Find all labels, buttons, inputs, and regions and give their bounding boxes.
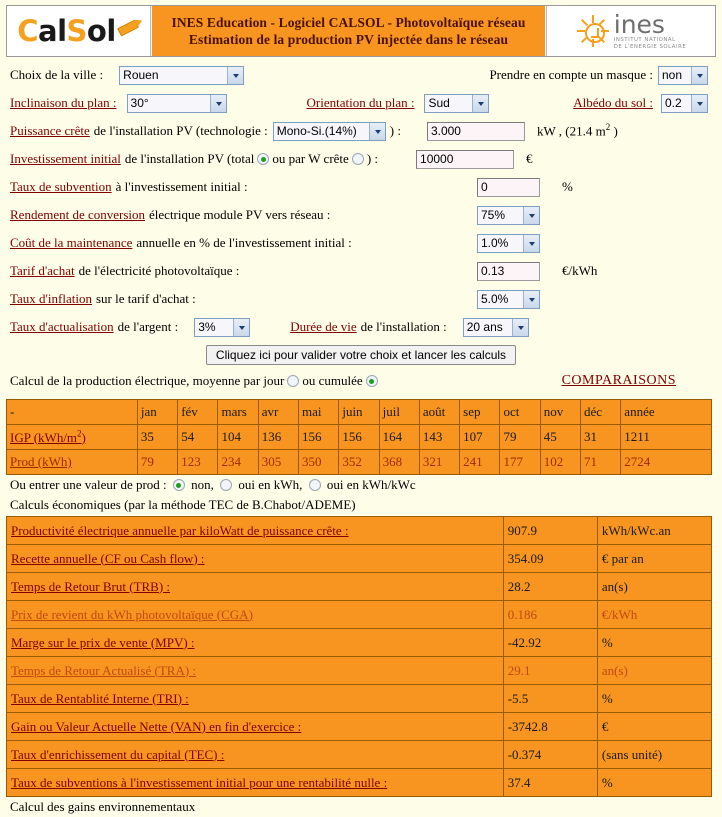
mask-label: Prendre en compte un masque :: [489, 67, 653, 82]
economics-link-0[interactable]: Productivité électrique annuelle par kiloWatt de puissance crête :: [11, 522, 349, 538]
logo-letters-ol: ol: [86, 13, 116, 48]
investment-text-b: ou par W crête: [272, 151, 349, 166]
albedo-link[interactable]: Albédo du sol :: [573, 95, 653, 110]
economics-value-9: 37.4: [503, 769, 597, 797]
ines-subtitle-1: INSTITUT NATIONAL: [613, 37, 676, 44]
economics-row: [7, 629, 712, 657]
row-subvention: [4, 173, 718, 201]
prod-value-11: 71: [581, 450, 621, 475]
economics-unit-1: € par an: [597, 545, 711, 573]
igp-value-10: 45: [540, 425, 580, 450]
subvention-text: à l'investissement initial :: [115, 179, 248, 194]
enter-prod-opt3: oui en kWh/kWc: [326, 477, 416, 492]
row-yield: [4, 201, 718, 229]
economics-link-2[interactable]: Temps de Retour Brut (TRB) :: [11, 578, 171, 594]
economics-link-6[interactable]: Taux de Rentablité Interne (TRI) :: [11, 690, 189, 706]
row-inflation: [4, 285, 718, 313]
technology-select[interactable]: [273, 122, 386, 141]
calsol-logo: [7, 6, 151, 56]
page-header: [6, 5, 716, 57]
inflation-link[interactable]: Taux d'inflation: [10, 291, 92, 306]
economics-value-6: -5.5: [503, 685, 597, 713]
igp-value-4: 156: [299, 425, 339, 450]
economics-row: [7, 769, 712, 797]
yield-select[interactable]: [477, 206, 540, 225]
albedo-select[interactable]: [661, 94, 708, 113]
prod-link[interactable]: Prod (kWh): [10, 454, 72, 469]
row-investment: [4, 145, 718, 173]
tilt-select-wrap[interactable]: [127, 94, 227, 113]
prod-value-8: 241: [460, 450, 500, 475]
igp-value-12: 1211: [621, 425, 712, 450]
enter-prod-kwh-radio[interactable]: [220, 479, 232, 491]
subvention-link[interactable]: Taux de subvention: [10, 179, 112, 194]
investment-text: de l'installation PV (total: [124, 151, 255, 166]
city-select[interactable]: [119, 66, 244, 85]
lifetime-select-wrap[interactable]: [463, 318, 529, 337]
table-header-row: [7, 400, 712, 425]
economics-link-3[interactable]: Prix de revient du kWh photovoltaïque (CGA): [11, 606, 253, 622]
economics-label-2: [7, 573, 504, 601]
page-title-line2: Estimation de la production PV injectée dans le réseau: [188, 32, 509, 47]
month-header-12: année: [621, 400, 712, 425]
economics-unit-8: (sans unité): [597, 741, 711, 769]
economics-link-1[interactable]: Recette annuelle (CF ou Cash flow) :: [11, 550, 205, 566]
mask-select[interactable]: [658, 66, 708, 85]
igp-value-1: 54: [178, 425, 218, 450]
prod-value-3: 305: [258, 450, 298, 475]
economics-unit-6: %: [597, 685, 711, 713]
yield-link[interactable]: Rendement de conversion: [10, 207, 146, 222]
tariff-link[interactable]: Tarif d'achat: [10, 263, 75, 278]
discount-select[interactable]: [194, 318, 250, 337]
economics-value-1: 354.09: [503, 545, 597, 573]
prod-value-4: 350: [299, 450, 339, 475]
logo-letter-c: C: [17, 13, 38, 48]
orientation-link[interactable]: Orientation du plan :: [306, 95, 415, 110]
maintenance-select[interactable]: [477, 234, 540, 253]
orientation-select-wrap[interactable]: [424, 94, 489, 113]
igp-value-9: 79: [500, 425, 540, 450]
inflation-select-wrap[interactable]: [477, 290, 540, 309]
yield-select-wrap[interactable]: [477, 206, 540, 225]
economics-unit-9: %: [597, 769, 711, 797]
city-label: Choix de la ville :: [10, 67, 104, 82]
maintenance-text: annuelle en % de l'investissement initial :: [136, 235, 352, 250]
investment-text-c: ) :: [366, 151, 379, 166]
lifetime-select[interactable]: [463, 318, 529, 337]
discount-text: de l'argent :: [117, 319, 179, 334]
prod-value-12: 2724: [621, 450, 712, 475]
tariff-unit: €/kWh: [562, 263, 598, 278]
subvention-input[interactable]: [477, 178, 540, 197]
economics-link-4[interactable]: Marge sur le prix de vente (MPV) :: [11, 634, 195, 650]
economics-value-0: 907.9: [503, 517, 597, 545]
economics-row: [7, 545, 712, 573]
monthly-production-table: [6, 399, 712, 475]
prod-value-6: 368: [379, 450, 419, 475]
mask-select-wrap[interactable]: [658, 66, 708, 85]
production-mode-label: Calcul de la production électrique, moyenne par jour: [10, 373, 285, 388]
igp-value-6: 164: [379, 425, 419, 450]
tariff-text: de l'électricité photovoltaïque :: [78, 263, 240, 278]
prod-value-7: 321: [419, 450, 459, 475]
prod-value-5: 352: [339, 450, 379, 475]
row-tariff: [4, 257, 718, 285]
economics-row: [7, 685, 712, 713]
investment-total-radio[interactable]: [257, 153, 269, 165]
lifetime-link[interactable]: Durée de vie: [290, 319, 357, 334]
row-label-igp: [7, 425, 138, 450]
peak-power-input[interactable]: [427, 122, 525, 141]
month-header-3: avr: [258, 400, 298, 425]
row-production-mode: [4, 367, 718, 395]
economics-value-4: -42.92: [503, 629, 597, 657]
economics-unit-3: €/kWh: [597, 601, 711, 629]
row-plane: [4, 89, 718, 117]
maintenance-select-wrap[interactable]: [477, 234, 540, 253]
igp-value-3: 136: [258, 425, 298, 450]
month-header-11: déc: [581, 400, 621, 425]
prod-value-1: 123: [178, 450, 218, 475]
economics-link-8[interactable]: Taux d'enrichissement du capital (TEC) :: [11, 746, 225, 762]
igp-link[interactable]: IGP $(kWh/m^2)$: [10, 428, 86, 445]
investment-input[interactable]: [416, 150, 514, 169]
ines-logo: [546, 6, 715, 56]
maintenance-link[interactable]: Coût de la maintenance: [10, 235, 133, 250]
month-header-7: août: [419, 400, 459, 425]
discount-select-wrap[interactable]: [194, 318, 250, 337]
subvention-unit: %: [562, 179, 573, 194]
city-select-wrap[interactable]: [119, 66, 244, 85]
tilt-select[interactable]: [127, 94, 227, 113]
month-header-5: juin: [339, 400, 379, 425]
production-daily-radio[interactable]: [287, 375, 299, 387]
economics-label-5: [7, 657, 504, 685]
igp-value-0: 35: [137, 425, 177, 450]
economics-row: [7, 517, 712, 545]
ines-wordmark: ines: [613, 10, 665, 40]
month-header-0: jan: [137, 400, 177, 425]
enter-prod-no-radio[interactable]: [173, 479, 185, 491]
calsol-wordmark: [17, 13, 140, 48]
peak-power-text-close: ) :: [389, 123, 401, 138]
investment-per-wp-radio[interactable]: [352, 153, 364, 165]
month-header-8: sep: [460, 400, 500, 425]
discount-link[interactable]: Taux d'actualisation: [10, 319, 114, 334]
economics-row: [7, 741, 712, 769]
month-header-4: mai: [299, 400, 339, 425]
economics-unit-2: an(s): [597, 573, 711, 601]
row-discount-lifetime: [4, 313, 718, 341]
technology-select-wrap[interactable]: [273, 122, 386, 141]
row-city: [4, 61, 718, 89]
sun-icon: [576, 14, 610, 48]
table-corner-cell: -: [7, 400, 138, 425]
row-label-prod: [7, 450, 138, 475]
month-header-10: nov: [540, 400, 580, 425]
month-header-1: fév: [178, 400, 218, 425]
enter-production-label: Ou entrer une valeur de prod :: [10, 477, 167, 492]
peak-power-text: de l'installation PV (technologie :: [93, 123, 268, 138]
calculate-button[interactable]: Cliquez ici pour valider votre choix et lancer les calculs: [206, 345, 516, 365]
igp-value-8: 107: [460, 425, 500, 450]
row-peak-power: [4, 117, 718, 145]
table-row-prod: [7, 450, 712, 475]
economics-label-7: [7, 713, 504, 741]
economics-unit-0: kWh/kWc.an: [597, 517, 711, 545]
enter-prod-opt1: non,: [191, 477, 214, 492]
igp-value-2: 104: [218, 425, 258, 450]
calsol-page: [0, 5, 722, 814]
economics-unit-7: €: [597, 713, 711, 741]
economics-value-5: 29.1: [503, 657, 597, 685]
month-header-9: oct: [500, 400, 540, 425]
submit-row: [4, 341, 718, 367]
peak-power-unit: kW , (21.4 $m^2$ ): [536, 122, 618, 139]
economics-row: [7, 657, 712, 685]
tilt-link[interactable]: Inclinaison du plan :: [10, 95, 117, 110]
economics-row: [7, 713, 712, 741]
inflation-text: sur le tarif d'achat :: [95, 291, 196, 306]
economics-value-3: 0.186: [503, 601, 597, 629]
table-row-igp: [7, 425, 712, 450]
prod-value-2: 234: [218, 450, 258, 475]
production-mode-text-b: ou cumulée: [302, 373, 363, 388]
economics-row: [7, 573, 712, 601]
economics-table: [6, 516, 712, 797]
peak-power-link[interactable]: Puissance crête: [10, 123, 90, 138]
enter-prod-opt2: oui en kWh,: [238, 477, 303, 492]
orientation-select[interactable]: [424, 94, 489, 113]
economics-label-6: [7, 685, 504, 713]
economics-label-8: [7, 741, 504, 769]
month-header-6: juil: [379, 400, 419, 425]
investment-unit: €: [526, 151, 533, 166]
enter-prod-kwhkwc-radio[interactable]: [309, 479, 321, 491]
inflation-select[interactable]: [477, 290, 540, 309]
page-title-line1: INES Education - Logiciel CALSOL - Photovoltaïque réseau: [171, 15, 526, 30]
economics-row: [7, 601, 712, 629]
ines-subtitle-2: DE L'ENERGIE SOLAIRE: [613, 43, 687, 50]
investment-link[interactable]: Investissement initial: [10, 151, 121, 166]
comparisons-link[interactable]: COMPARAISONS: [561, 373, 676, 388]
row-enter-production: [4, 475, 718, 495]
economics-label-4: [7, 629, 504, 657]
economics-value-8: -0.374: [503, 741, 597, 769]
prod-value-9: 177: [500, 450, 540, 475]
month-header-2: mars: [218, 400, 258, 425]
row-maintenance: [4, 229, 718, 257]
logo-letter-s: S: [66, 13, 87, 48]
yield-text: électrique module PV vers réseau :: [149, 207, 331, 222]
logo-letters-al: al: [38, 13, 67, 48]
tariff-input[interactable]: [477, 262, 540, 281]
economics-unit-4: %: [597, 629, 711, 657]
albedo-select-wrap[interactable]: [661, 94, 708, 113]
economics-link-5[interactable]: Temps de Retour Actualisé (TRA) :: [11, 662, 197, 678]
economics-link-7[interactable]: Gain ou Valeur Actuelle Nette (VAN) en fin d'exercice :: [11, 718, 302, 734]
production-cumulative-radio[interactable]: [366, 375, 378, 387]
igp-value-7: 143: [419, 425, 459, 450]
lifetime-text: de l'installation :: [360, 319, 447, 334]
economics-label-0: [7, 517, 504, 545]
prod-value-0: 79: [137, 450, 177, 475]
prod-value-10: 102: [540, 450, 580, 475]
economics-label-3: [7, 601, 504, 629]
economics-label-1: [7, 545, 504, 573]
footer-note: Calcul des gains environnementaux: [10, 799, 196, 814]
economics-link-9[interactable]: Taux de subventions à l'investissement initial pour une rentabilité nulle :: [11, 774, 388, 790]
economics-heading: Calculs économiques (par la méthode TEC de B.Chabot/ADEME): [10, 497, 356, 512]
app-title: [151, 6, 546, 56]
igp-value-5: 156: [339, 425, 379, 450]
economics-label-9: [7, 769, 504, 797]
igp-value-11: 31: [581, 425, 621, 450]
pencil-icon: [117, 18, 141, 36]
economics-value-7: -3742.8: [503, 713, 597, 741]
economics-value-2: 28.2: [503, 573, 597, 601]
economics-unit-5: an(s): [597, 657, 711, 685]
